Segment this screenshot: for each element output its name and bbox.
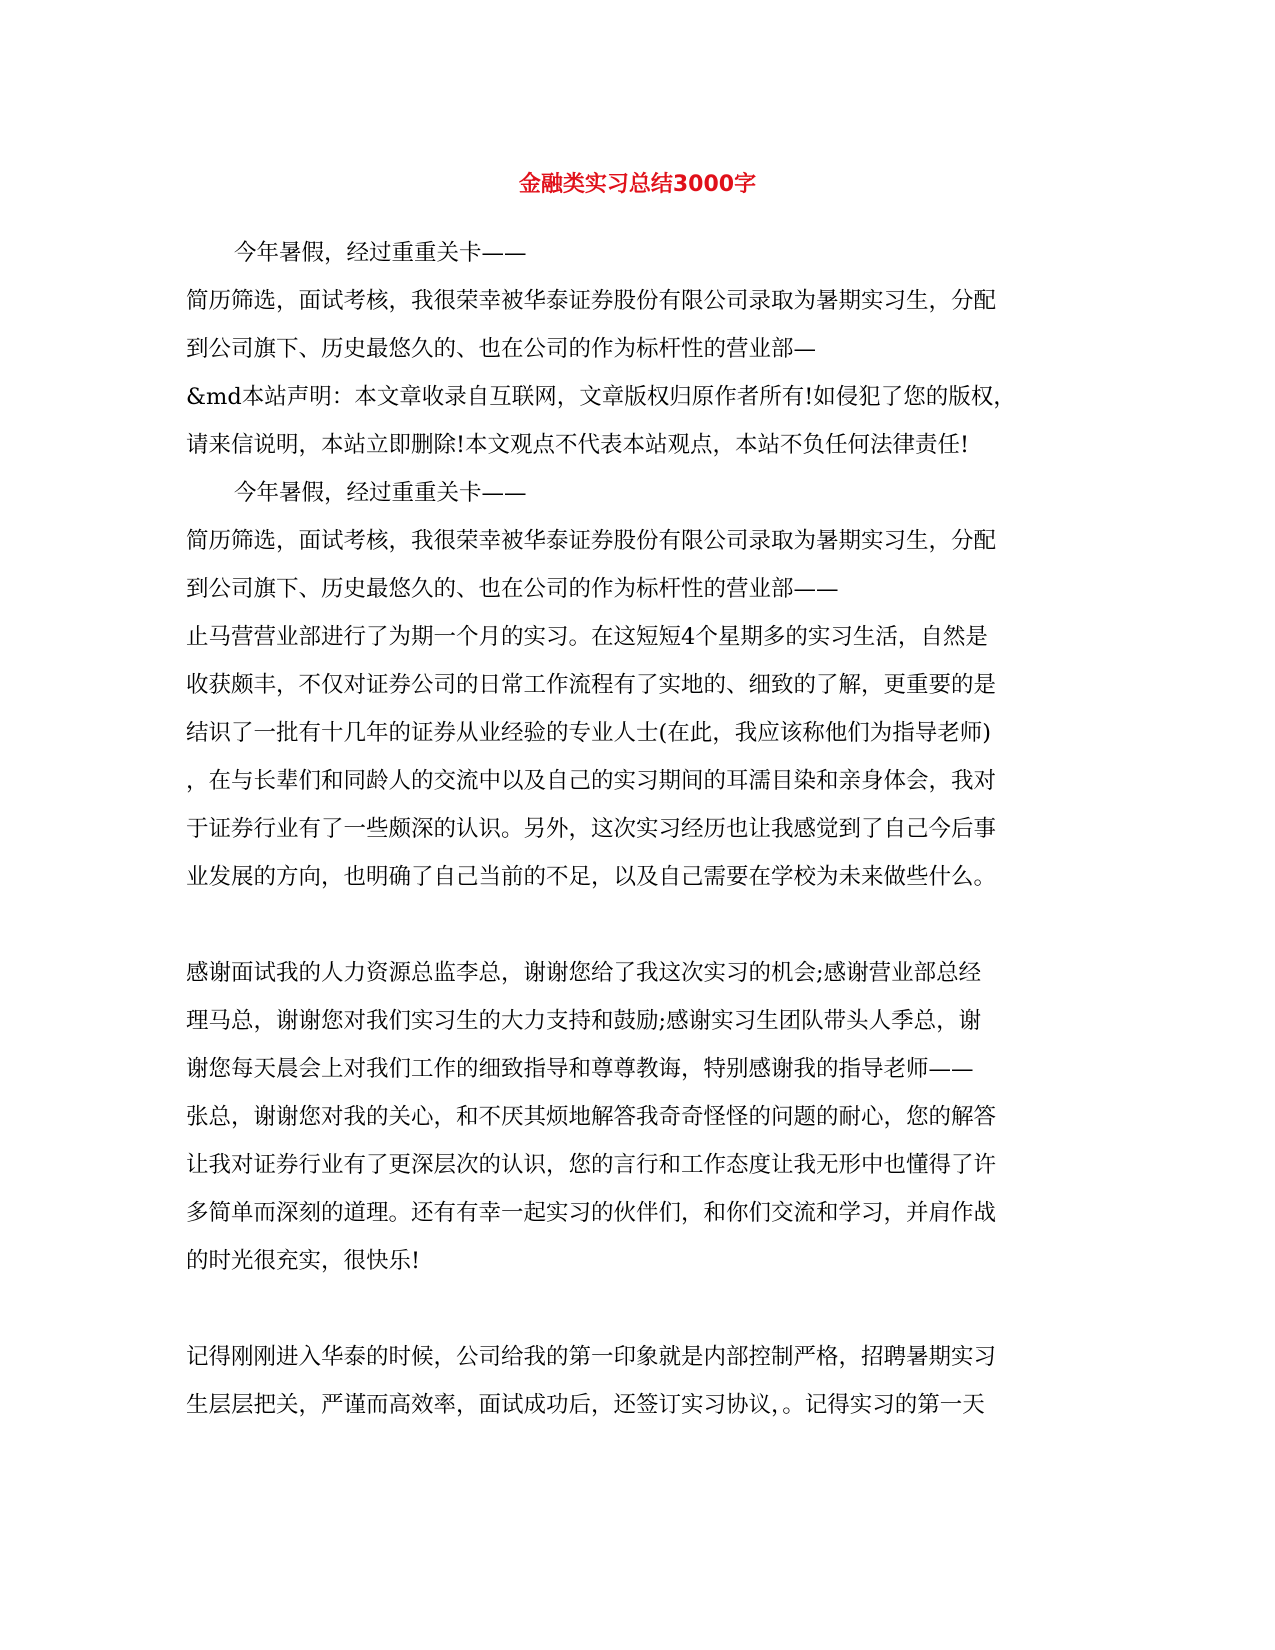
text-line: 张总，谢谢您对我的关心，和不厌其烦地解答我奇奇怪怪的问题的耐心，您的解答 xyxy=(186,1104,997,1130)
text-line: 收获颇丰，不仅对证券公司的日常工作流程有了实地的、细致的了解，更重要的是 xyxy=(186,672,997,698)
text-line: &md本站声明：本文章收录自互联网，文章版权归原作者所有!如侵犯了您的版权， xyxy=(186,384,1016,410)
text-line: 谢您每天晨会上对我们工作的细致指导和尊尊教诲，特别感谢我的指导老师—— xyxy=(186,1056,974,1082)
text-line: 多简单而深刻的道理。还有有幸一起实习的伙伴们，和你们交流和学习，并肩作战 xyxy=(186,1200,997,1226)
text-line: ，在与长辈们和同龄人的交流中以及自己的实习期间的耳濡目染和亲身体会，我对 xyxy=(186,768,997,794)
text-line: 今年暑假，经过重重关卡—— xyxy=(234,480,527,506)
text-line: 止马营营业部进行了为期一个月的实习。在这短短4个星期多的实习生活，自然是 xyxy=(186,624,988,650)
text-line: 记得刚刚进入华泰的时候，公司给我的第一印象就是内部控制严格，招聘暑期实习 xyxy=(186,1344,997,1370)
text-line: 简历筛选，面试考核，我很荣幸被华泰证券股份有限公司录取为暑期实习生，分配 xyxy=(186,528,997,554)
text-line: 让我对证券行业有了更深层次的认识，您的言行和工作态度让我无形中也懂得了许 xyxy=(186,1152,997,1178)
text-line: 结识了一批有十几年的证券从业经验的专业人士(在此，我应该称他们为指导老师) xyxy=(186,720,992,746)
text-line: 感谢面试我的人力资源总监李总，谢谢您给了我这次实习的机会;感谢营业部总经 xyxy=(186,960,982,986)
text-line: 业发展的方向，也明确了自己当前的不足，以及自己需要在学校为未来做些什么。 xyxy=(186,864,997,890)
text-line: 今年暑假，经过重重关卡—— xyxy=(234,240,527,266)
text-line: 理马总，谢谢您对我们实习生的大力支持和鼓励;感谢实习生团队带头人季总，谢 xyxy=(186,1008,982,1034)
paragraph-gap xyxy=(186,901,1086,949)
text-line: 简历筛选，面试考核，我很荣幸被华泰证券股份有限公司录取为暑期实习生，分配 xyxy=(186,288,997,314)
text-line: 请来信说明，本站立即删除!本文观点不代表本站观点，本站不负任何法律责任! xyxy=(186,432,970,458)
document-title: 金融类实习总结3000字 xyxy=(518,172,757,197)
text-line: 到公司旗下、历史最悠久的、也在公司的作为标杆性的营业部—— xyxy=(186,576,839,602)
paragraph-gap xyxy=(186,1285,1086,1333)
text-line: 生层层把关，严谨而高效率，面试成功后，还签订实习协议，。记得实习的第一天 xyxy=(186,1392,985,1418)
text-line: 于证券行业有了一些颇深的认识。另外，这次实习经历也让我感觉到了自己今后事 xyxy=(186,816,997,842)
text-line: 到公司旗下、历史最悠久的、也在公司的作为标杆性的营业部— xyxy=(186,336,817,362)
document-body xyxy=(186,229,1086,1429)
text-line: 的时光很充实，很快乐! xyxy=(186,1248,421,1274)
